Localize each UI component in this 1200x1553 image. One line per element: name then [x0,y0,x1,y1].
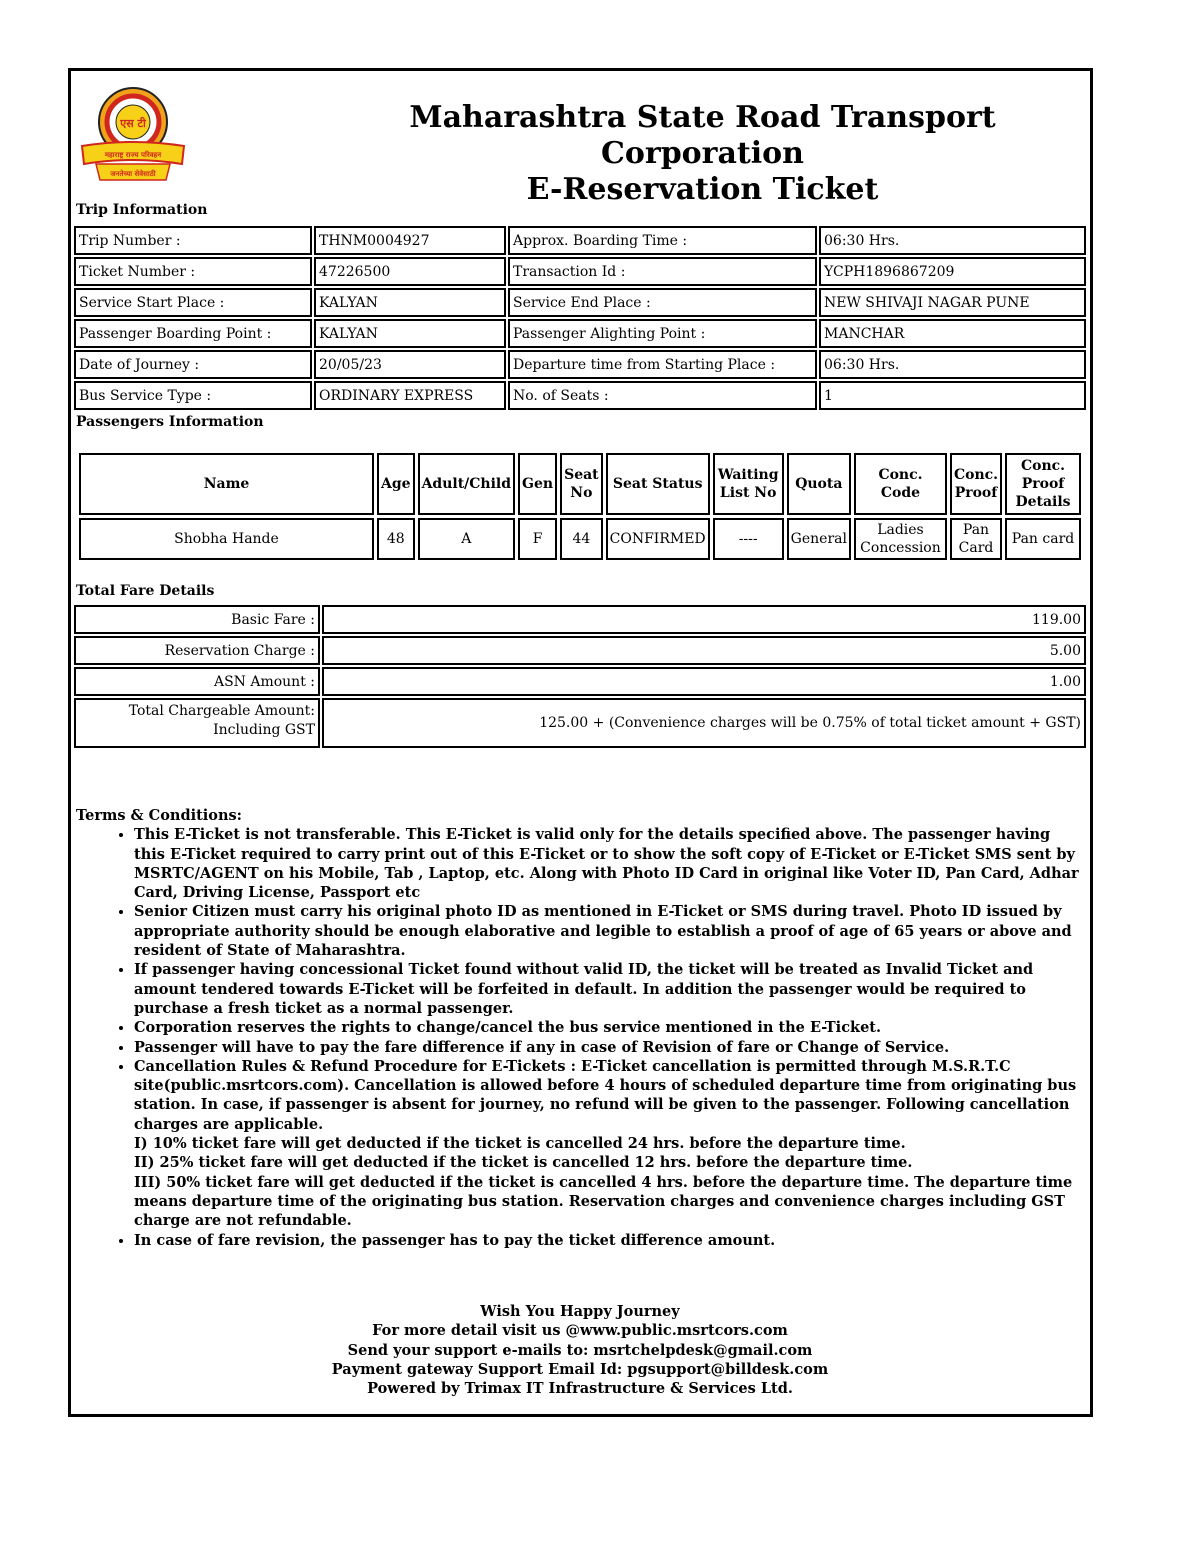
passengers-table [76,450,1084,563]
fare-heading: Total Fare Details [76,583,215,599]
cancel-rule-1: I) 10% ticket fare will get deducted if the ticket is cancelled 24 hrs. before the departure time. [134,1135,906,1153]
page-title [330,100,1075,208]
footer-payment-email: Payment gateway Support Email Id: pgsupport@billdesk.com [331,1360,829,1378]
trip-row [74,226,1086,255]
terms-item: • In case of fare revision, the passenger has to pay the ticket difference amount. [134,1231,1086,1250]
trip-label: Date of Journey : [74,350,312,379]
trip-value: NEW SHIVAJI NAGAR PUNE [819,288,1086,317]
title-line-1: Maharashtra State Road Transport Corporation [409,100,996,171]
cancellation-rules-text: Cancellation Rules & Refund Procedure for E-Tickets : E-Ticket cancellation is permitted through M.S.R.T.C site(public.msrtcors.com). Cancellation is allowed before 4 hours of scheduled departure time from originating bus station. In case, if passenger is absent for journey, no refund will be given to the passenger. Following cancellation charges are applicable. [134,1057,1077,1133]
fare-row-reservation [74,636,1086,665]
title-line-2: E-Reservation Ticket [526,172,879,207]
trip-label: Bus Service Type : [74,381,312,410]
trip-value: 06:30 Hrs. [819,226,1086,255]
passenger-cell: 44 [560,518,603,560]
passengers-column-header: Seat Status [606,453,710,515]
passenger-cell: Ladies Concession [854,518,947,560]
passenger-cell: 48 [377,518,415,560]
terms-item: • Senior Citizen must carry his original photo ID as mentioned in E-Ticket or SMS during travel. Photo ID issued by appropriate authority should be enough elaborative and legible to establish a proof of age of 65 years or above and resident of State of Maharashtra. [134,902,1086,960]
trip-value: MANCHAR [819,319,1086,348]
trip-row [74,257,1086,286]
passengers-column-header: Seat No [560,453,603,515]
fare-row-total [74,698,1086,748]
footer-support-email: Send your support e-mails to: msrtchelpdesk@gmail.com [347,1341,813,1359]
trip-label: Transaction Id : [508,257,817,286]
svg-text:एस टी: एस टी [120,117,146,130]
fare-table [72,603,1088,750]
passengers-column-header: Name [79,453,374,515]
trip-value: 06:30 Hrs. [819,350,1086,379]
passengers-column-header: Quota [787,453,851,515]
trip-value: THNM0004927 [314,226,506,255]
total-label-line-1: Total Chargeable Amount: [128,703,315,719]
msrtc-logo [78,84,188,184]
terms-item: • This E-Ticket is not transferable. This E-Ticket is valid only for the details specified above. The passenger having this E-Ticket required to carry print out of this E-Ticket or to show the soft copy of E-Ticket or E-Ticket SMS sent by MSRTC/AGENT on his Mobile, Tab , Laptop, etc. Along with Photo ID Card in original like Voter ID, Pan Card, Adhar Card, Driving License, Passport etc [134,825,1086,902]
footer-powered-by: Powered by Trimax IT Infrastructure & Services Ltd. [367,1380,793,1398]
trip-label: Service Start Place : [74,288,312,317]
terms-item-cancellation [134,1057,1086,1231]
passenger-cell: Pan card [1005,518,1081,560]
terms-item: • Corporation reserves the rights to change/cancel the bus service mentioned in the E-Ticket. [134,1018,1086,1037]
trip-value: 1 [819,381,1086,410]
fare-row-basic [74,605,1086,634]
terms-item: • If passenger having concessional Ticket found without valid ID, the ticket will be treated as Invalid Ticket and amount tendered towards E-Ticket will be forfeited in default. In addition the passenger would be required to purchase a fresh ticket as a normal passenger. [134,960,1086,1018]
trip-label: No. of Seats : [508,381,817,410]
total-amount-label [74,698,320,748]
asn-amount-label: ASN Amount : [74,667,320,696]
passengers-column-header: Conc. Proof [950,453,1002,515]
reservation-charge-value: 5.00 [322,636,1086,665]
asn-amount-value: 1.00 [322,667,1086,696]
passenger-cell: CONFIRMED [606,518,710,560]
trip-value: YCPH1896867209 [819,257,1086,286]
total-label-line-2: Including GST [213,722,315,738]
footer-greeting: Wish You Happy Journey [480,1303,680,1320]
passenger-row [79,518,1081,560]
terms-title: Terms & Conditions: [76,807,243,824]
passengers-column-header: Gen [518,453,557,515]
cancel-rule-2: II) 25% ticket fare will get deducted if the ticket is cancelled 12 hrs. before the departure time. [134,1154,913,1172]
trip-row [74,350,1086,379]
total-amount-value: 125.00 + (Convenience charges will be 0.75% of total ticket amount + GST) [322,698,1086,748]
trip-label: Service End Place : [508,288,817,317]
trip-label: Approx. Boarding Time : [508,226,817,255]
passengers-column-header: Age [377,453,415,515]
trip-value: ORDINARY EXPRESS [314,381,506,410]
passengers-info-heading: Passengers Information [76,414,264,430]
fare-row-asn [74,667,1086,696]
trip-row [74,319,1086,348]
passengers-header-row [79,453,1081,515]
passengers-column-header: Conc. Code [854,453,947,515]
passengers-column-header: Waiting List No [713,453,784,515]
basic-fare-value: 119.00 [322,605,1086,634]
trip-info-table [72,224,1088,412]
footer [70,1302,1090,1398]
trip-label: Departure time from Starting Place : [508,350,817,379]
passenger-cell: General [787,518,851,560]
terms-section [76,806,1086,1250]
footer-website: For more detail visit us @www.public.msrtcors.com [372,1322,788,1340]
trip-info-heading: Trip Information [76,202,208,218]
passengers-column-header: Conc. Proof Details [1005,453,1081,515]
passenger-cell: Shobha Hande [79,518,374,560]
passenger-cell: F [518,518,557,560]
passengers-column-header: Adult/Child [418,453,515,515]
terms-list [76,825,1086,1250]
trip-value: KALYAN [314,288,506,317]
trip-row [74,381,1086,410]
passenger-cell: Pan Card [950,518,1002,560]
cancel-rule-3: III) 50% ticket fare will get deducted if the ticket is cancelled 4 hrs. before the departure time. The departure time means departure time of the originating bus station. Reservation charges and convenience charges including GST charge are not refundable. [134,1173,1073,1230]
basic-fare-label: Basic Fare : [74,605,320,634]
svg-text:जनतेच्या सेवेसाठी: जनतेच्या सेवेसाठी [110,170,156,178]
trip-value: KALYAN [314,319,506,348]
trip-value: 47226500 [314,257,506,286]
terms-item: • Passenger will have to pay the fare difference if any in case of Revision of fare or Change of Service. [134,1038,1086,1057]
trip-label: Passenger Alighting Point : [508,319,817,348]
trip-value: 20/05/23 [314,350,506,379]
trip-row [74,288,1086,317]
passenger-cell: A [418,518,515,560]
trip-label: Passenger Boarding Point : [74,319,312,348]
trip-label: Trip Number : [74,226,312,255]
reservation-charge-label: Reservation Charge : [74,636,320,665]
svg-text:महाराष्ट्र राज्य परिवहन: महाराष्ट्र राज्य परिवहन [104,151,162,159]
passenger-cell: ---- [713,518,784,560]
trip-label: Ticket Number : [74,257,312,286]
